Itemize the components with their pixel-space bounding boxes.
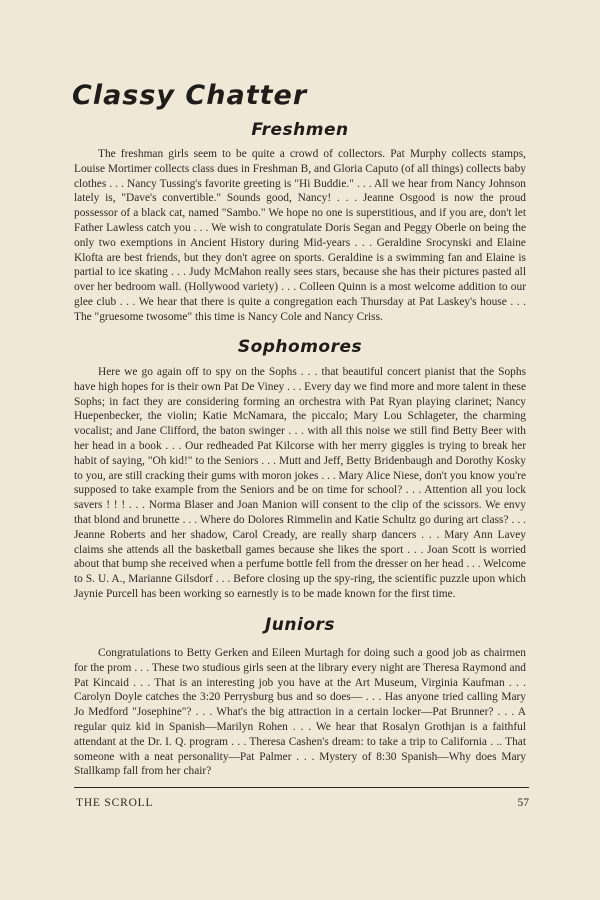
section-heading-sophomores: Sophomores	[237, 337, 363, 357]
section-heading-freshmen: Freshmen	[251, 120, 349, 140]
section-text-juniors: Congratulations to Betty Gerken and Eileen Murtagh for doing such a good job as chairmen for the prom . . . These two studious girls seen at the library every night are Theresa Raymond and Pat Kincaid . . . That is an interesting job you have at the Art Museum, Virginia Kaufman . . . Carolyn Doyle catches the 3:20 Perrysburg bus and so does— . . . Has anyone tried calling Mary Jo Medford "Josephine"? . . . What's the big attraction in a certain locker—Pat Brunner? . . . A regular quiz kid in Spanish—Marilyn Rohen . . . We hear that Rosalyn Grothjan is a faithful attendant at the Dr. I. Q. program . . . Theresa Cashen's dream: to take a trip to California . .. That someone with a neat personality—Pat Palmer . . . Mystery of 8:30 Spanish—Why does Mary Stallkamp fall from her chair?	[74, 647, 526, 778]
section-text-sophomores: Here we go again off to spy on the Sophs . . . that beautiful concert pianist that the Sophs have high hopes for is their own Pat De Viney . . . Every day we find more and more talent in these Sophs; in fact they are considering forming an orchestra with Pat Ryan playing clarinet; Nancy Huepenbecker, the violin; Katie McNamara, the piccalo; Mary Lou Schlageter, the charming vocalist; and Jane Clifford, the baton swinger . . . with all this noise we still find Betty Beer with her head in a book . . . Our redheaded Pat Kilcorse with her merry giggles is trying to break her habit of saying, "Oh kid!" to the Seniors . . . Mutt and Jeff, Betty Bridenbaugh and Dorothy Kosky to you, are still cracking their gums with moron jokes . . . Mary Alice Niese, don't you know you're supposed to take example from the Seniors and be on time for school? . . . Attention all you lock savers ! ! ! . . . Norma Blaser and Joan Manion will consent to the clip of the scissors. We envy that blond and brunette . . . Where do Dolores Rimmelin and Katie Schultz go during art class? . . . Jeanne Roberts and her shadow, Carol Cready, are really sharp dancers . . . Mary Ann Lavey claims she attends all the basketball games because she likes the sport . . . Joan Scott is worried about that bump she received when a perfume bottle fell from the dresser on her head . . . Welcome to S. U. A., Marianne Gilsdorf . . . Before closing up the spy-ring, the scientific puzzle upon which Jaynie Purcell has been working so earnestly is to be made known for the first time.	[74, 366, 526, 600]
page-number: 57	[517, 797, 529, 809]
section-heading-juniors: Juniors	[264, 615, 336, 635]
publication-name: THE SCROLL	[76, 797, 154, 809]
page-title: Classy Chatter	[72, 80, 308, 111]
footer-divider	[74, 787, 529, 788]
section-text-freshmen: The freshman girls seem to be quite a crowd of collectors. Pat Murphy collects stamps, Louise Mortimer collects class dues in Freshman B, and Gloria Caputo (of all things) collects baby clothes . . . Nancy Tussing's favorite greeting is "Hi Buddie." . . . All we hear from Nancy Johnson lately is, "Dave's convertible." Sounds good, Nancy! . . . Jeanne Osgood is now the proud possessor of a black cat, named "Sambo." We hope no one is superstitious, and if you are, don't let Father Lawless catch you . . . We wish to congratulate Doris Segan and Peggy Oberle on being the only two exemptions in Ancient History during Mid-years . . . Geraldine Srocynski and Elaine Klofta are best friends, but they don't agree on sports. Geraldine is a swimming fan and Elaine is partial to ice skating . . . Judy McMahon really sees stars, because she has their pictures pasted all over her bedroom wall. (Hollywood variety) . . . Colleen Quinn is a most welcome addition to our glee club . . . We hear that there is quite a congregation each Thursday at Pat Laskey's house . . . The "gruesome twosome" this time is Nancy Cole and Nancy Criss.	[74, 148, 526, 323]
